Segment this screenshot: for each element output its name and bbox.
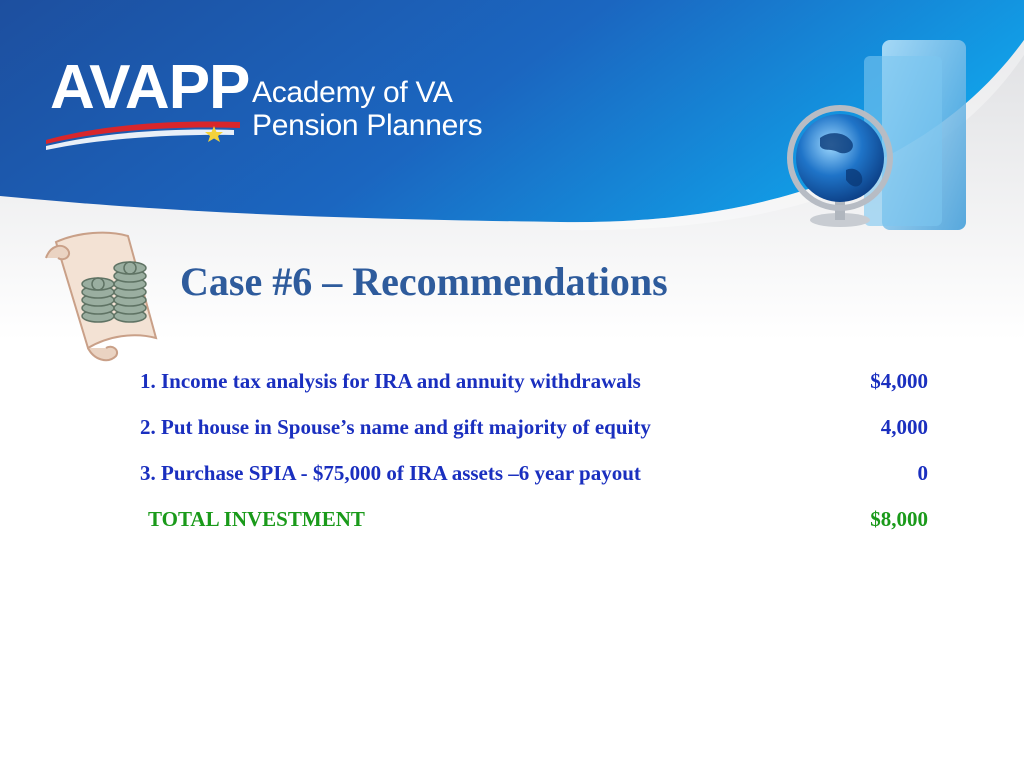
avapp-logo: [44, 50, 544, 180]
logo-name: [252, 76, 482, 142]
total-row: [140, 500, 930, 546]
recommendation-label: 1. Income tax analysis for IRA and annuity withdrawals: [140, 369, 641, 393]
logo-swoosh: [44, 114, 244, 154]
recommendations-table: [140, 362, 930, 546]
recommendation-row: [140, 362, 930, 408]
recommendation-row: [140, 454, 930, 500]
recommendation-amount: 4,000: [880, 415, 928, 439]
recommendation-amount: 0: [917, 461, 928, 485]
recommendation-label: 3. Purchase SPIA - $75,000 of IRA assets –6 year payout: [140, 461, 641, 485]
recommendation-label: 2. Put house in Spouse’s name and gift majority of equity: [140, 415, 651, 439]
total-amount: $8,000: [870, 507, 928, 531]
logo-name-line1: Academy of VA: [252, 76, 453, 109]
total-label: TOTAL INVESTMENT: [148, 507, 365, 531]
money-scroll-icon: [38, 228, 168, 368]
logo-mark: AVAPP: [50, 53, 250, 122]
star-icon: [205, 126, 223, 142]
recommendation-amount: $4,000: [870, 369, 928, 393]
recommendation-row: [140, 408, 930, 454]
logo-name-line2: Pension Planners: [252, 109, 483, 142]
globe-icon: [780, 30, 980, 260]
slide-title: Case #6 – Recommendations: [180, 259, 668, 304]
